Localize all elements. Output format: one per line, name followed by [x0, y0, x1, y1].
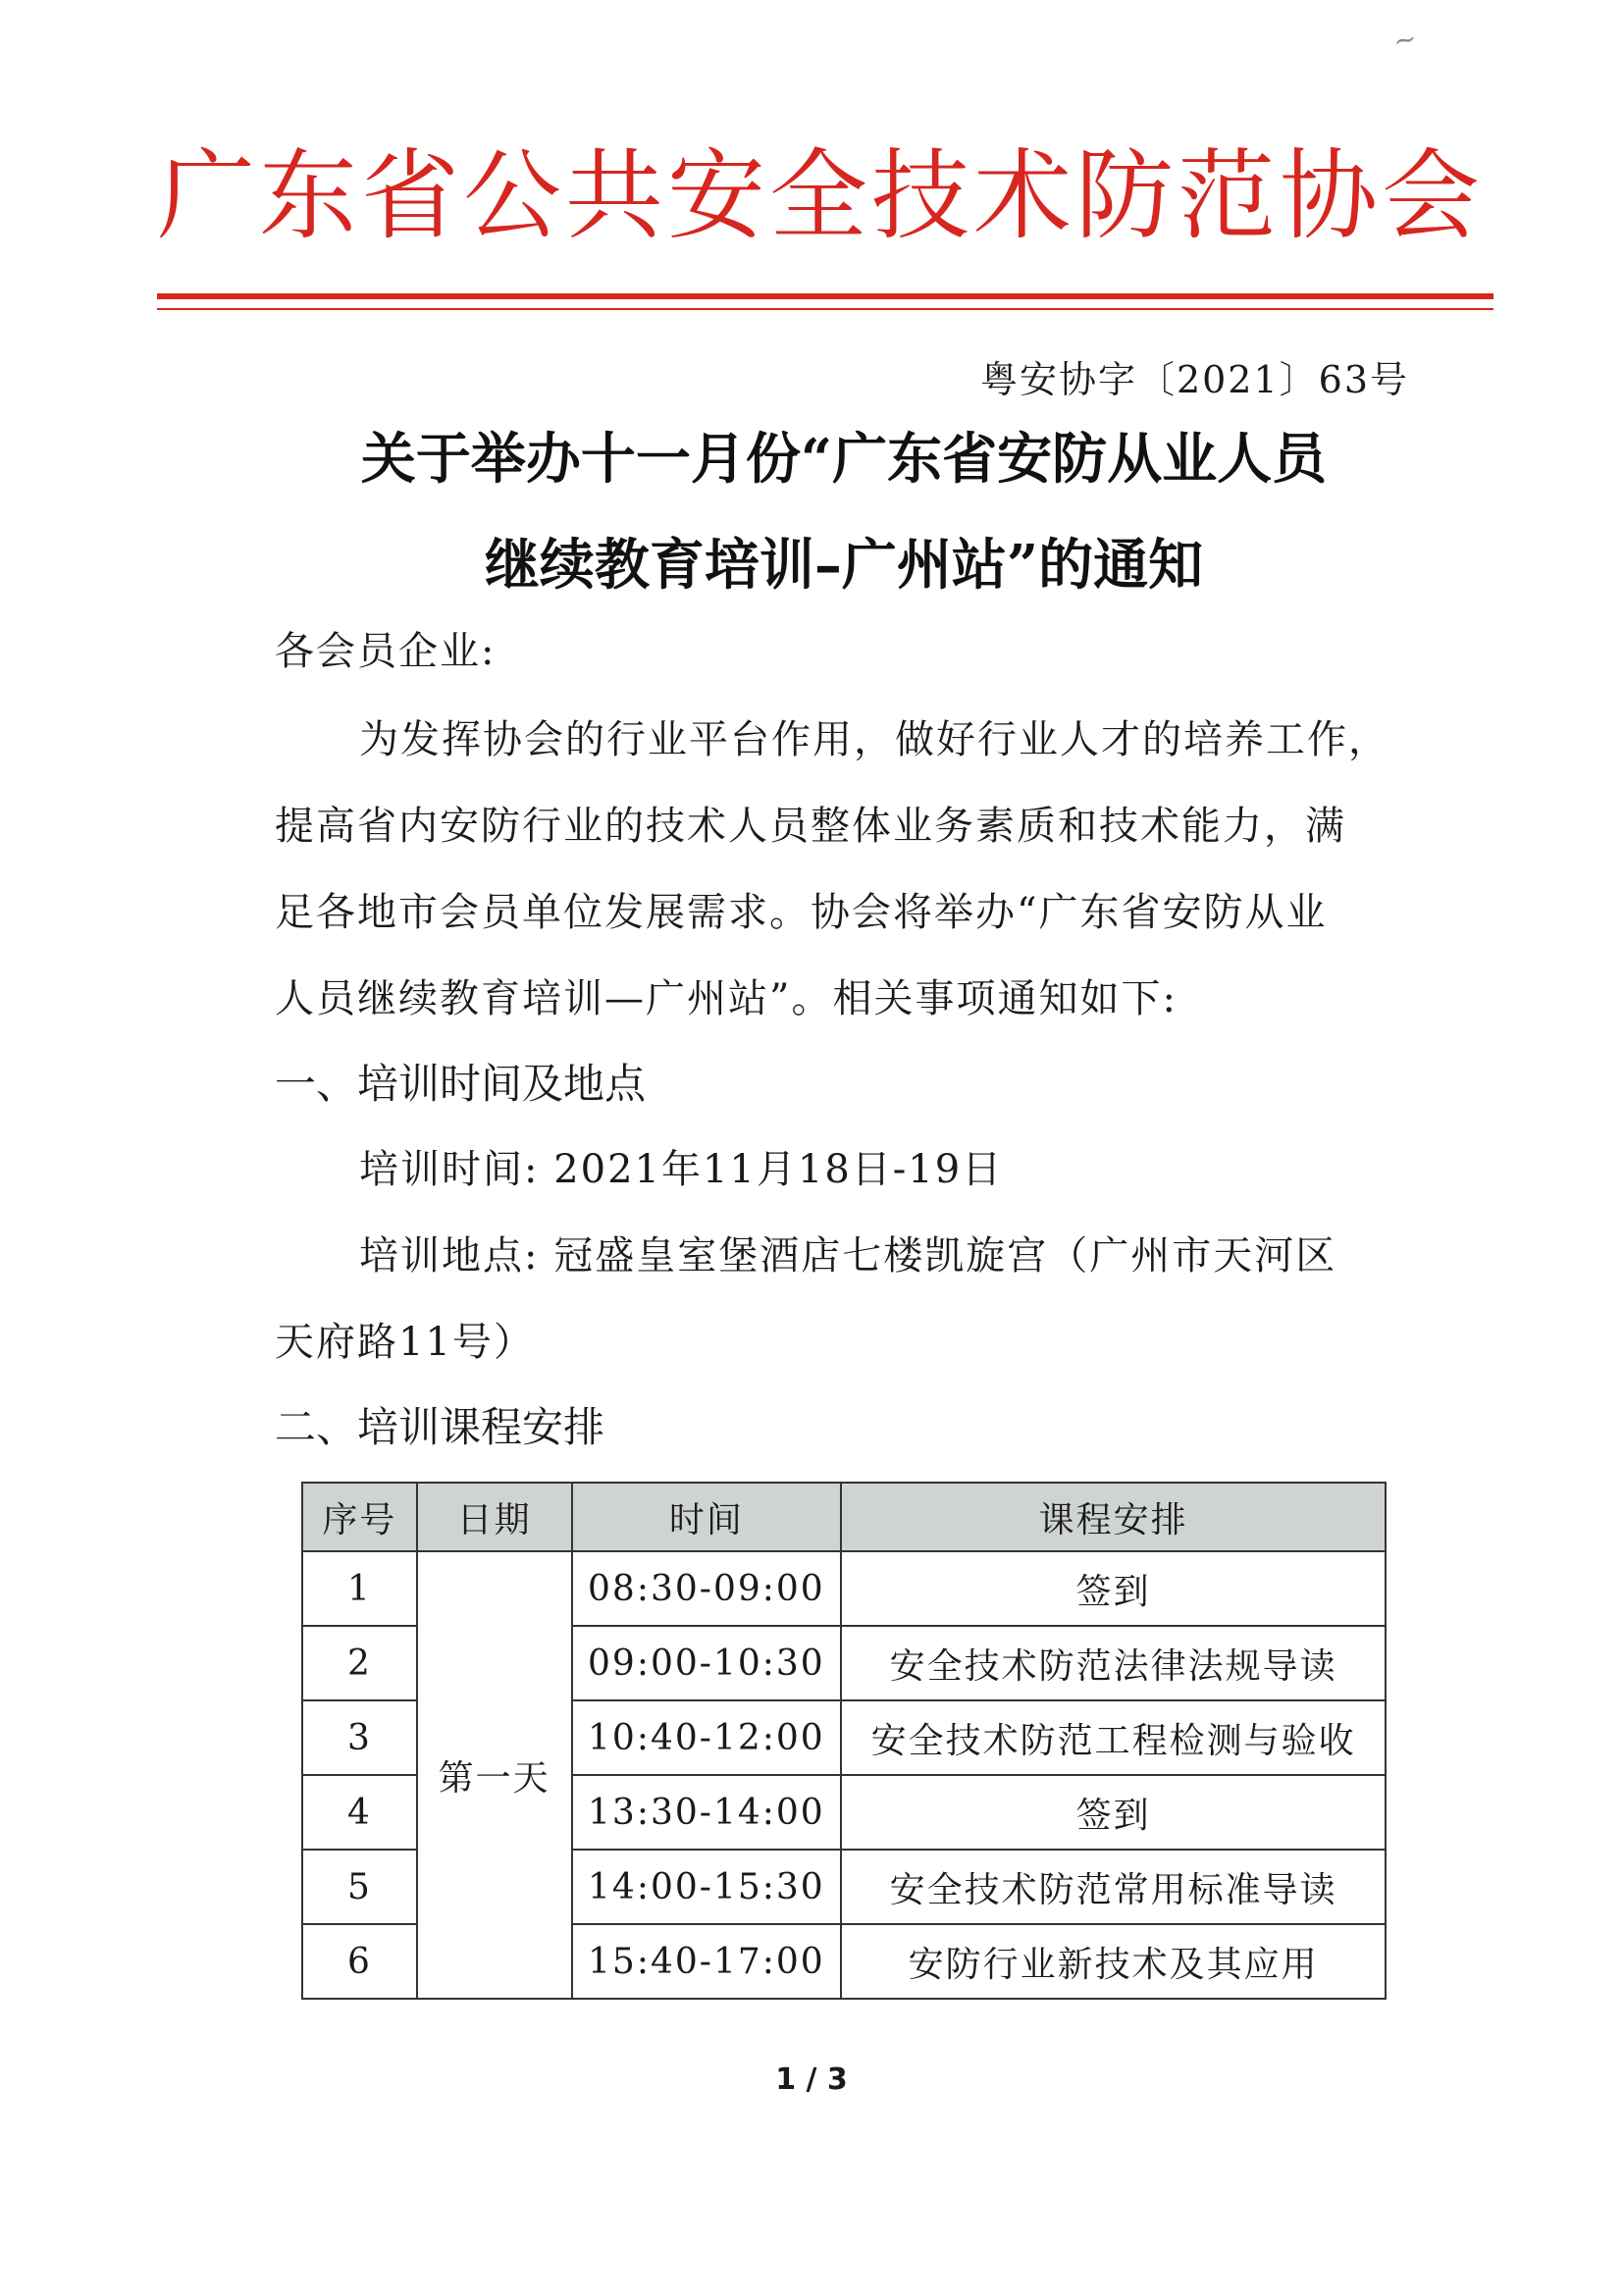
row-course: 签到 — [841, 1551, 1386, 1626]
day-cell: 第一天 — [417, 1551, 572, 1999]
section-heading-schedule: 二、培训课程安排 — [275, 1403, 605, 1451]
letterhead-rule-thin — [157, 308, 1493, 310]
training-place-line-1: 培训地点: 冠盛皇室堡酒店七楼凯旋宫（广州市天河区 — [359, 1233, 1337, 1278]
schedule-header-row — [302, 1483, 1386, 1551]
header-date: 日期 — [417, 1483, 572, 1551]
header-time: 时间 — [572, 1483, 842, 1551]
document-title-line-2: 继续教育培训–广州站”的通知 — [484, 533, 1204, 598]
letterhead-rule-thick — [157, 293, 1493, 299]
row-course: 安全技术防范法律法规导读 — [841, 1626, 1386, 1700]
row-no: 1 — [302, 1551, 417, 1626]
row-time: 13:30-14:00 — [572, 1775, 842, 1850]
paragraph-line-1: 为发挥协会的行业平台作用，做好行业人才的培养工作， — [359, 717, 1389, 762]
row-course: 安全技术防范工程检测与验收 — [841, 1700, 1386, 1775]
row-no: 6 — [302, 1924, 417, 1999]
paragraph-line-3: 足各地市会员单位发展需求。协会将举办“广东省安防从业 — [275, 890, 1328, 935]
organization-letterhead: 广东省公共安全技术防范协会 — [157, 138, 1484, 253]
row-time: 09:00-10:30 — [572, 1626, 842, 1700]
header-no: 序号 — [302, 1483, 417, 1551]
row-course: 安全技术防范常用标准导读 — [841, 1850, 1386, 1924]
scan-artifact-mark: ~ — [1389, 21, 1420, 59]
row-time: 14:00-15:30 — [572, 1850, 842, 1924]
row-course: 签到 — [841, 1775, 1386, 1850]
row-no: 5 — [302, 1850, 417, 1924]
training-time: 培训时间: 2021年11月18日-19日 — [359, 1147, 1004, 1192]
paragraph-line-4: 人员继续教育培训—广州站”。相关事项通知如下: — [275, 976, 1178, 1021]
section-heading-time-place: 一、培训时间及地点 — [275, 1060, 647, 1108]
schedule-table — [301, 1482, 1387, 2000]
row-no: 2 — [302, 1626, 417, 1700]
training-place-line-2: 天府路11号） — [275, 1320, 535, 1365]
row-course: 安防行业新技术及其应用 — [841, 1924, 1386, 1999]
document-title-line-1: 关于举办十一月份“广东省安防从业人员 — [360, 427, 1328, 492]
header-course: 课程安排 — [841, 1483, 1386, 1551]
document-number: 粤安协字〔2021〕63号 — [979, 358, 1409, 401]
row-no: 4 — [302, 1775, 417, 1850]
row-time: 15:40-17:00 — [572, 1924, 842, 1999]
paragraph-line-2: 提高省内安防行业的技术人员整体业务素质和技术能力，满 — [275, 804, 1346, 849]
page-number: 1 / 3 — [775, 2062, 848, 2097]
row-time: 10:40-12:00 — [572, 1700, 842, 1775]
row-no: 3 — [302, 1700, 417, 1775]
salutation: 各会员企业: — [275, 629, 497, 674]
row-time: 08:30-09:00 — [572, 1551, 842, 1626]
table-row — [302, 1551, 1386, 1626]
